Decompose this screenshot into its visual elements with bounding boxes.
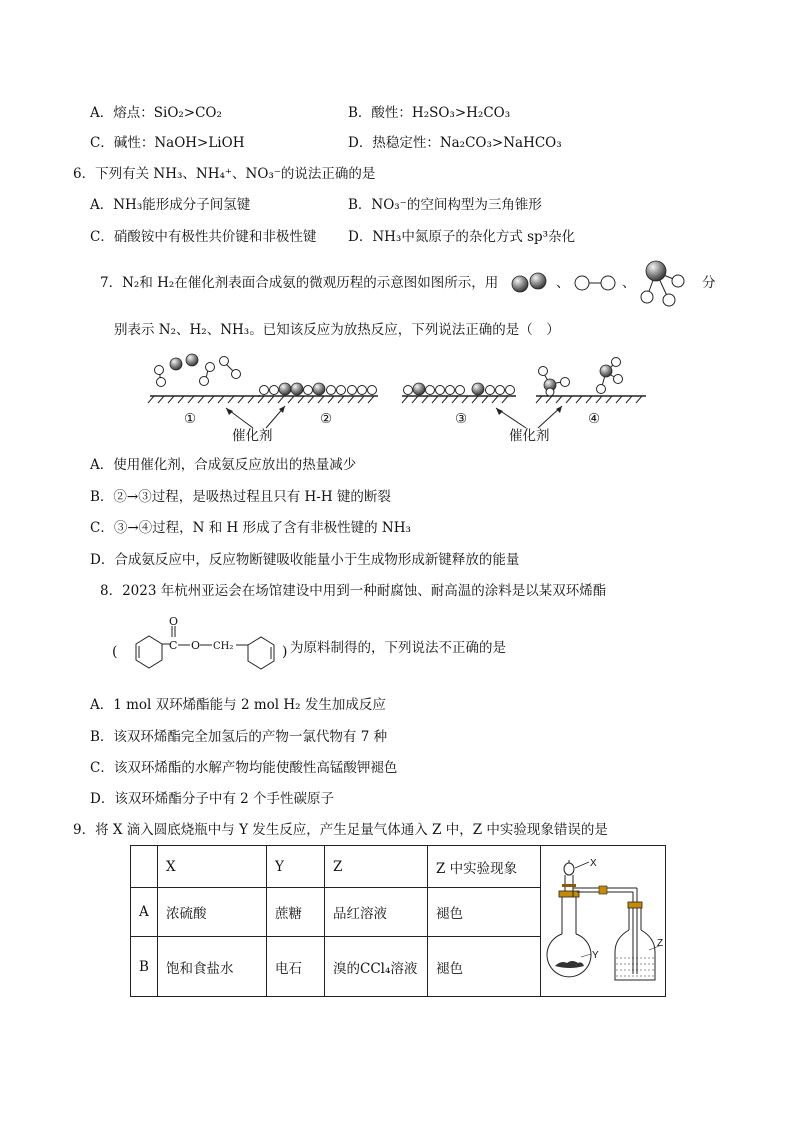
header-cell: X bbox=[158, 846, 267, 888]
stage-label-4: ④ bbox=[588, 411, 601, 427]
stage-label-2: ② bbox=[320, 411, 333, 427]
q7-option-b: B．②→③过程，是吸热过程且只有 H-H 键的断裂 bbox=[90, 489, 391, 505]
q5-option-d: D．热稳定性：Na₂CO₃>NaHCO₃ bbox=[348, 135, 562, 151]
q8-option-a: A．1 mol 双环烯酯能与 2 mol H₂ 发生加成反应 bbox=[90, 697, 386, 713]
q8-structure-tail: 为原料制得的，下列说法不正确的是 bbox=[290, 640, 506, 656]
q7-stem-line2: 别表示 N₂、H₂、NH₃。已知该反应为放热反应，下列说法正确的是（ ） bbox=[114, 322, 560, 338]
q5-option-b: B．酸性：H₂SO₃>H₂CO₃ bbox=[348, 105, 511, 121]
q7-option-c: C．③→④过程，N 和 H 形成了含有非极性键的 NH₃ bbox=[90, 520, 411, 536]
header-cell bbox=[131, 846, 158, 888]
apparatus-cell bbox=[541, 846, 666, 997]
table-header-row bbox=[131, 846, 666, 888]
left-paren: ( bbox=[112, 644, 118, 660]
q5-option-a: A．熔点：SiO₂>CO₂ bbox=[90, 105, 222, 121]
catalyst-surface-3 bbox=[402, 396, 516, 403]
apparatus-label-x: X bbox=[590, 858, 597, 869]
apparatus-diagram bbox=[541, 846, 665, 992]
q6-option-b: B．NO₃⁻的空间构型为三角锥形 bbox=[348, 197, 542, 213]
stage4-molecules bbox=[539, 358, 623, 397]
row-label: B bbox=[131, 937, 158, 997]
table-cell: 褪色 bbox=[428, 937, 541, 997]
catalyst-label-1: 催化剂 bbox=[232, 428, 273, 444]
table-cell: 品红溶液 bbox=[325, 888, 428, 937]
table-cell: 褪色 bbox=[428, 888, 541, 937]
stage2-molecules bbox=[260, 383, 377, 395]
q7-separator-1: 、 bbox=[556, 275, 570, 291]
q8-structure-formula bbox=[112, 616, 297, 676]
header-cell: Y bbox=[267, 846, 325, 888]
table-cell: 蔗糖 bbox=[267, 888, 325, 937]
apparatus-label-z: Z bbox=[657, 938, 664, 949]
apparatus-label-y: Y bbox=[592, 950, 599, 961]
header-cell: Z 中实验现象 bbox=[428, 846, 541, 888]
q5-option-c: C．碱性：NaOH>LiOH bbox=[90, 135, 245, 151]
table-cell: 饱和食盐水 bbox=[158, 937, 267, 997]
q6-option-d: D．NH₃中氮原子的杂化方式 sp³杂化 bbox=[348, 229, 576, 245]
stage-label-3: ③ bbox=[455, 411, 468, 427]
q7-process-diagram bbox=[140, 348, 660, 443]
catalyst-label-2: 催化剂 bbox=[509, 428, 550, 444]
q8-option-b: B．该双环烯酯完全加氢后的产物一氯代物有 7 种 bbox=[90, 729, 388, 745]
n2-molecule-icon bbox=[508, 270, 552, 296]
catalyst-surface-4 bbox=[536, 396, 646, 403]
stage-label-1: ① bbox=[184, 411, 197, 427]
q8-stem: 8．2023 年杭州亚运会在场馆建设中用到一种耐腐蚀、耐高温的涂料是以某双环烯酯 bbox=[100, 583, 607, 599]
q7-stem-part2: 分 bbox=[702, 275, 716, 291]
right-paren: ) bbox=[282, 644, 288, 660]
stage3-molecules bbox=[404, 383, 515, 395]
table-cell: 溴的CCl₄溶液 bbox=[325, 937, 428, 997]
h2-molecule-icon bbox=[572, 272, 620, 294]
header-cell: Z bbox=[325, 846, 428, 888]
ch2-group: CH₂ bbox=[213, 641, 234, 652]
q8-option-c: C．该双环烯酯的水解产物均能使酸性高锰酸钾褪色 bbox=[90, 760, 398, 776]
table-cell: 浓硫酸 bbox=[158, 888, 267, 937]
q6-option-a: A．NH₃能形成分子间氢键 bbox=[90, 197, 251, 213]
q9-table bbox=[130, 845, 666, 997]
q8-option-d: D．该双环烯酯分子中有 2 个手性碳原子 bbox=[90, 791, 334, 807]
nh3-molecule-icon bbox=[636, 258, 688, 308]
q7-option-a: A．使用催化剂，合成氨反应放出的热量减少 bbox=[90, 457, 357, 473]
ester-oxygen: O bbox=[191, 639, 201, 652]
catalyst-surface-2 bbox=[258, 396, 378, 403]
carbonyl-carbon: C bbox=[169, 639, 178, 652]
q6-stem: 6．下列有关 NH₃、NH₄⁺、NO₃⁻的说法正确的是 bbox=[73, 166, 376, 182]
row-label: A bbox=[131, 888, 158, 937]
q7-stem-part1: 7．N₂和 H₂在催化剂表面合成氨的微观历程的示意图如图所示，用 bbox=[100, 275, 499, 291]
catalyst-arrows bbox=[226, 406, 562, 428]
q7-separator-2: 、 bbox=[622, 275, 636, 291]
table-cell: 电石 bbox=[267, 937, 325, 997]
q6-option-c: C．硝酸铵中有极性共价键和非极性键 bbox=[90, 229, 317, 245]
stage1-molecules bbox=[155, 354, 241, 387]
catalyst-surface-1 bbox=[148, 396, 260, 403]
q9-stem: 9．将 X 滴入圆底烧瓶中与 Y 发生反应，产生足量气体通入 Z 中，Z 中实验现象错误的是 bbox=[73, 822, 608, 838]
carbonyl-oxygen: O bbox=[169, 616, 179, 628]
q7-option-d: D．合成氨反应中，反应物断键吸收能量小于生成物形成新键释放的能量 bbox=[90, 552, 520, 568]
